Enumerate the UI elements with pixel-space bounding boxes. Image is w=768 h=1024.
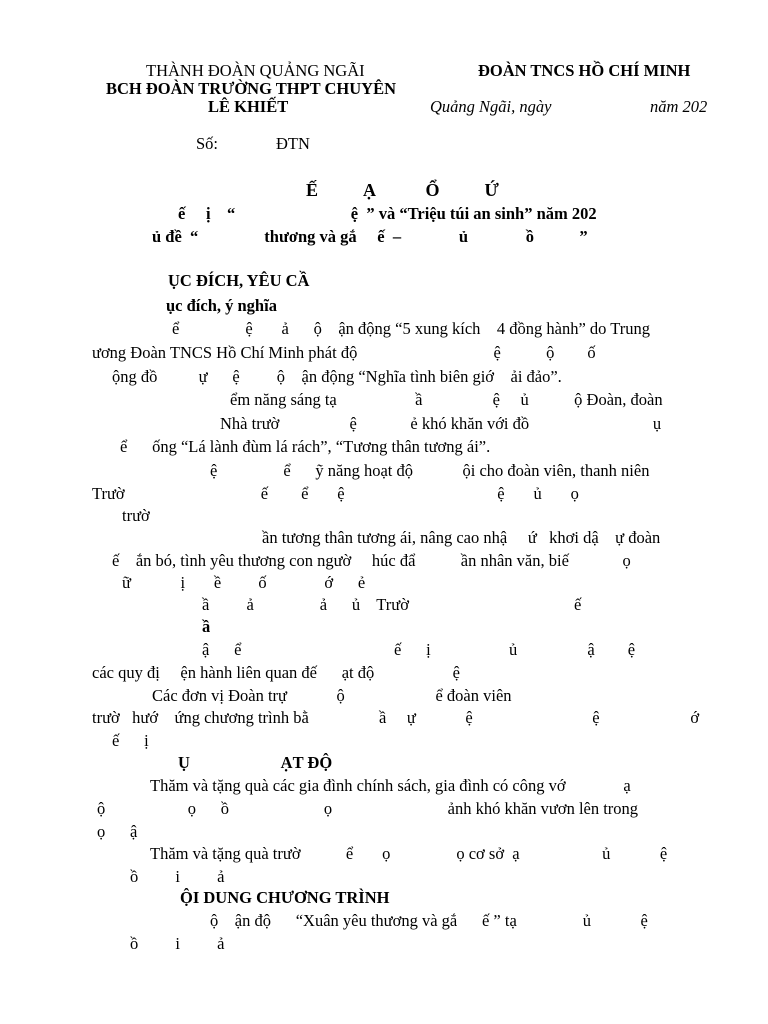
body-line-p21: ộ ọ ồ ọ ảnh khó khăn vươn lên trong	[97, 799, 639, 818]
body-line-p14: ầ	[202, 617, 211, 636]
document-number-label: Số:	[196, 134, 219, 153]
org-name: THÀNH ĐOÀN QUẢNG NGÃI	[146, 61, 365, 80]
date-year: năm 202	[650, 97, 708, 116]
body-line-sec2: Ụ ẠT ĐỘ	[178, 753, 333, 772]
body-line-p1: ể ệ ả ộ ận động “5 xung kích 4 đồng hành” do Trung	[172, 319, 650, 338]
body-line-p24: ồ i ả	[130, 867, 225, 886]
body-line-p15: ậ ể ế ị ủ ậ ệ	[202, 640, 636, 659]
body-line-p19: ế ị	[112, 731, 149, 750]
document-title-line3: ủ đề “ thương và gắ ế – ủ ồ ”	[152, 227, 588, 246]
body-line-p8: Trườ ế ể ệ ệ ủ ọ	[92, 484, 579, 503]
body-line-p18: trườ hướ ứng chương trình bằ ầ ự ệ ệ ớ	[92, 708, 700, 727]
document-title-line2: ế ị “ ệ ” và “Triệu túi an sinh” năm 202	[178, 204, 597, 223]
body-line-p10: ần tương thân tương ái, nâng cao nhậ ứ khơi dậ ự đoàn	[262, 528, 661, 547]
body-line-p12: ữ ị ề ố ớ ẻ	[122, 573, 366, 592]
place-date: Quảng Ngãi, ngày	[430, 97, 552, 116]
body-line-sec1: ỤC ĐÍCH, YÊU CẦ	[168, 271, 310, 290]
body-line-p9: trườ	[122, 506, 150, 525]
org-unit-school: LÊ KHIẾT	[208, 97, 289, 116]
body-line-p11: ế ắn bó, tình yêu thương con ngườ húc đẩ ần nhân văn, biế ọ	[112, 551, 631, 570]
body-line-p16: các quy đị ện hành liên quan đế ạt độ ệ	[92, 663, 460, 682]
body-line-p3: ộng đồ ự ệ ộ ận động “Nghĩa tình biên giớ ải đảo”.	[112, 367, 562, 386]
body-line-p22: ọ ậ	[97, 822, 138, 841]
body-line-sec3: ỘI DUNG CHƯƠNG TRÌNH	[180, 888, 390, 907]
body-line-p26: ồ i ả	[130, 934, 225, 953]
body-line-sub1: ục đích, ý nghĩa	[166, 296, 277, 315]
body-line-p20: Thăm và tặng quà các gia đình chính sách, gia đình có công vớ ạ	[150, 776, 631, 795]
body-line-p7: ệ ể ỹ năng hoạt độ ội cho đoàn viên, thanh niên	[210, 461, 650, 480]
document-number-code: ĐTN	[276, 134, 310, 153]
org-unit: BCH ĐOÀN TRƯỜNG THPT CHUYÊN	[106, 79, 397, 98]
body-line-p6: ể ống “Lá lành đùm lá rách”, “Tương thân tương ái”.	[120, 437, 491, 456]
body-line-p5: Nhà trườ ệ ẻ khó khăn với đồ ụ	[220, 414, 662, 433]
document-title: Ế Ạ Ổ Ứ	[306, 180, 499, 200]
union-name: ĐOÀN TNCS HỒ CHÍ MINH	[478, 61, 691, 80]
body-line-p4: ểm năng sáng tạ ầ ệ ủ ộ Đoàn, đoàn	[230, 390, 663, 409]
body-line-p17: Các đơn vị Đoàn trự ộ ể đoàn viên	[152, 686, 512, 705]
body-line-p25: ộ ận độ “Xuân yêu thương và gắ ế ” tạ ủ ệ	[210, 911, 648, 930]
body-line-p13: ầ ả ả ủ Trườ ế	[202, 595, 582, 614]
body-line-p2: ương Đoàn TNCS Hồ Chí Minh phát độ ệ ộ ố	[92, 343, 596, 362]
body-line-p23: Thăm và tặng quà trườ ể ọ ọ cơ sở ạ ủ ệ	[150, 844, 668, 863]
